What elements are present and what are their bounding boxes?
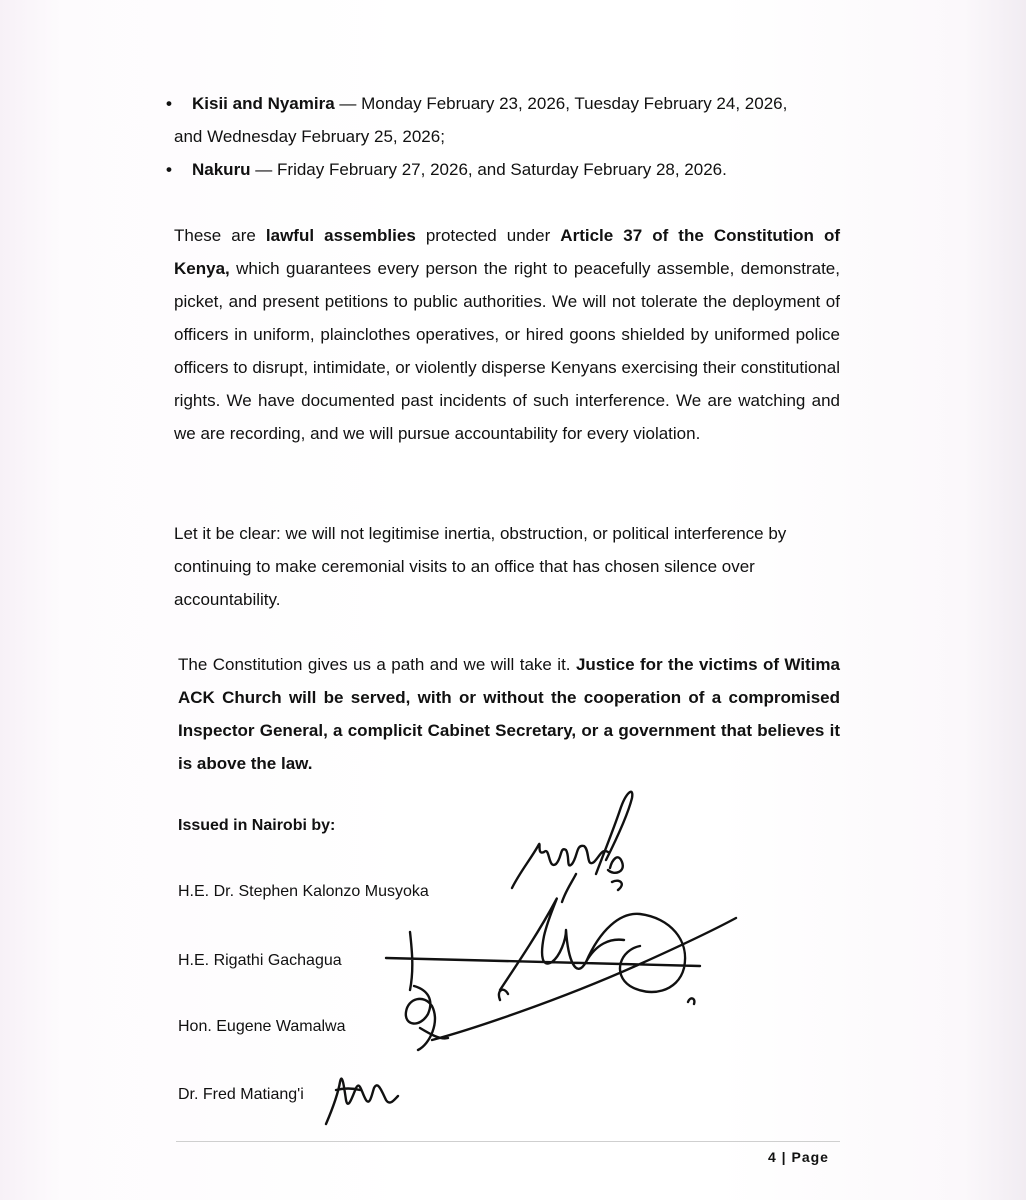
signer-name: H.E. Dr. Stephen Kalonzo Musyoka (178, 883, 429, 900)
issued-by-heading: Issued in Nairobi by: (178, 817, 336, 834)
schedule-text: — Monday February 23, 2026, Tuesday February 24, 2026, (334, 94, 788, 113)
signature-gachagua (386, 874, 736, 1040)
paragraph-lawful-assemblies: These are lawful assemblies protected under Article 37 of the Constitution of Kenya, which guarantees every person the right to peacefully assemble, demonstrate, picket, and present petitions to public authorities. We will not tolerate the deployment of officers in uniform, plainclothes operatives, or hired goons shielded by uniformed police officers to disrupt, intimidate, or violently disperse Kenyans exercising their constitutional rights. We have documented past incidents of such interference. We are watching and we are recording, and we will pursue accountability for every violation. (174, 226, 841, 443)
schedule-text-continued: and Wednesday February 25, 2026; (174, 127, 445, 146)
signer-name: Dr. Fred Matiang'i (178, 1086, 304, 1103)
signature-kalonzo (512, 792, 632, 890)
page-number: 4 | Page (768, 1149, 829, 1165)
paragraph-constitution: The Constitution gives us a path and we will take it. Justice for the victims of Witima ACK Church will be served, with or without the cooperation of a compromised Inspector General, a complicit Cabinet Secretary, or a government that believes it is above the law. (178, 655, 840, 773)
bullet-icon: • (166, 94, 172, 113)
paragraph-let-it-be-clear: Let it be clear: we will not legitimise inertia, obstruction, or political interference by continuing to make ceremonial visits to an office that has chosen silence over accountability. (174, 524, 787, 609)
bullet-icon: • (166, 160, 172, 179)
signer-name: H.E. Rigathi Gachagua (178, 952, 342, 969)
location-label: Nakuru (192, 160, 251, 179)
location-label: Kisii and Nyamira (192, 94, 335, 113)
signer-name: Hon. Eugene Wamalwa (178, 1018, 346, 1035)
signature-wamalwa (406, 986, 448, 1050)
footer-divider (176, 1141, 840, 1142)
schedule-text: — Friday February 27, 2026, and Saturday February 28, 2026. (250, 160, 727, 179)
signature-matiangi (326, 1079, 398, 1124)
